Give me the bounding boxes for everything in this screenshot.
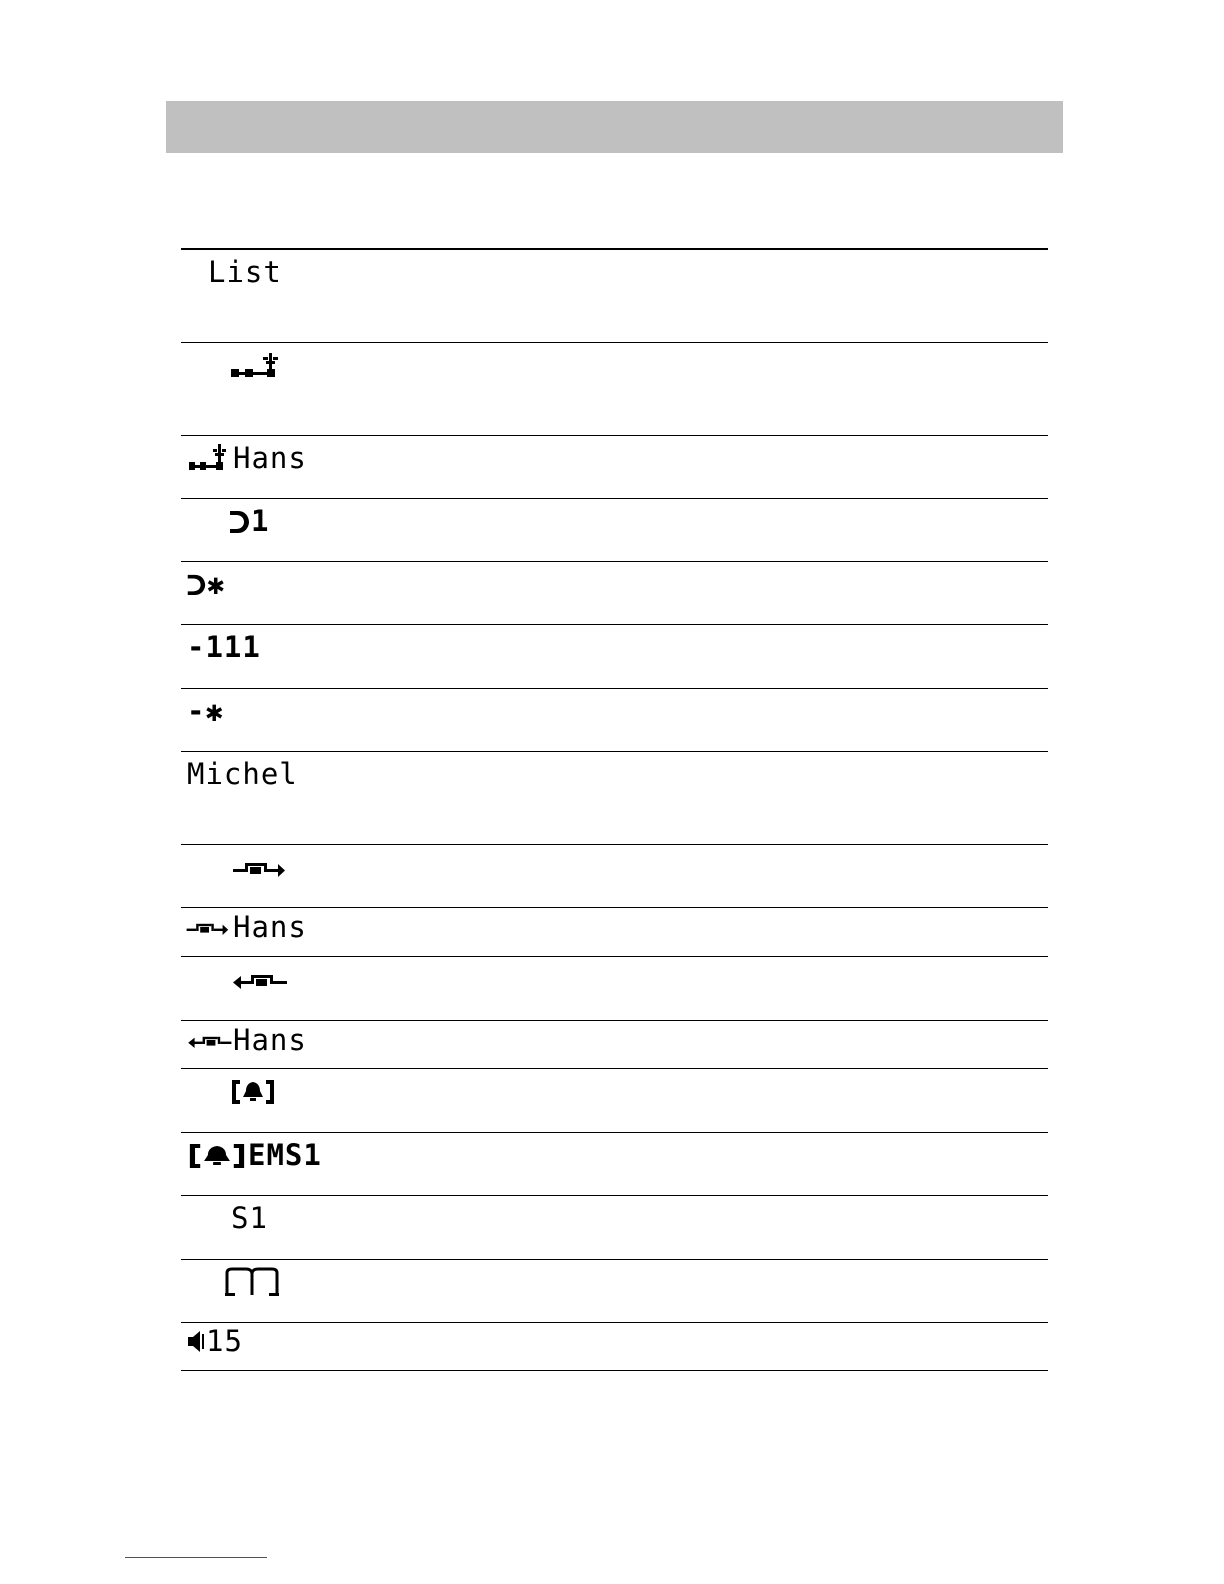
table-row bbox=[181, 689, 1048, 752]
row-text: Hans bbox=[233, 441, 307, 475]
table-row bbox=[181, 957, 1048, 1021]
display-symbol bbox=[185, 566, 225, 602]
display-symbol bbox=[187, 440, 307, 476]
phonebook-icon bbox=[223, 1265, 283, 1299]
row-text: 1 bbox=[251, 504, 270, 538]
call-forward-icon bbox=[231, 851, 291, 883]
display-symbol bbox=[185, 909, 307, 945]
call-forward-icon bbox=[185, 911, 233, 943]
footer-underline bbox=[125, 1557, 267, 1558]
display-text bbox=[187, 693, 224, 729]
display-symbol bbox=[186, 1137, 322, 1173]
display-text bbox=[187, 629, 261, 665]
section-header-bar bbox=[166, 101, 1063, 153]
row-text: Hans bbox=[233, 1023, 307, 1057]
table-row bbox=[181, 625, 1048, 689]
display-symbol bbox=[185, 1022, 307, 1058]
display-symbol bbox=[227, 503, 269, 539]
table-row bbox=[181, 499, 1048, 562]
display-symbol bbox=[229, 1073, 277, 1109]
table-row bbox=[181, 562, 1048, 625]
row-text: EMS1 bbox=[248, 1138, 322, 1172]
table-row bbox=[181, 343, 1048, 436]
row-text: 15 bbox=[206, 1324, 243, 1358]
display-symbol bbox=[229, 961, 289, 997]
night-moon-icon bbox=[185, 568, 207, 600]
table-row bbox=[181, 1021, 1048, 1069]
bell-bracket-icon bbox=[186, 1139, 248, 1171]
table-row bbox=[181, 1133, 1048, 1196]
night-moon-icon bbox=[227, 505, 251, 537]
table-row bbox=[181, 436, 1048, 499]
row-text: -✱ bbox=[187, 694, 224, 728]
speaker-volume-icon bbox=[186, 1325, 206, 1357]
table-row bbox=[181, 845, 1048, 908]
row-text: ✱ bbox=[207, 567, 226, 601]
table-row bbox=[181, 752, 1048, 845]
display-symbol bbox=[229, 347, 281, 383]
display-symbol bbox=[186, 1323, 243, 1359]
row-text: Hans bbox=[233, 910, 307, 944]
call-back-icon bbox=[229, 963, 289, 995]
display-text bbox=[187, 756, 298, 792]
table-row bbox=[181, 1323, 1048, 1371]
display-symbol-table bbox=[181, 248, 1048, 1371]
table-row bbox=[181, 908, 1048, 957]
display-symbol bbox=[223, 1264, 283, 1300]
row-text: -111 bbox=[187, 630, 261, 664]
call-back-icon bbox=[185, 1024, 233, 1056]
intercom-handset-icon bbox=[187, 442, 233, 474]
bell-bracket-icon bbox=[229, 1075, 277, 1107]
display-text bbox=[208, 254, 282, 290]
display-text bbox=[231, 1200, 268, 1236]
table-row bbox=[181, 1260, 1048, 1323]
table-row bbox=[181, 1069, 1048, 1133]
row-text: List bbox=[208, 255, 282, 289]
row-text: Michel bbox=[187, 757, 298, 791]
row-text: S1 bbox=[231, 1201, 268, 1235]
table-row bbox=[181, 1196, 1048, 1260]
display-symbol bbox=[231, 849, 291, 885]
intercom-handset-icon bbox=[229, 349, 281, 381]
table-row bbox=[181, 250, 1048, 343]
